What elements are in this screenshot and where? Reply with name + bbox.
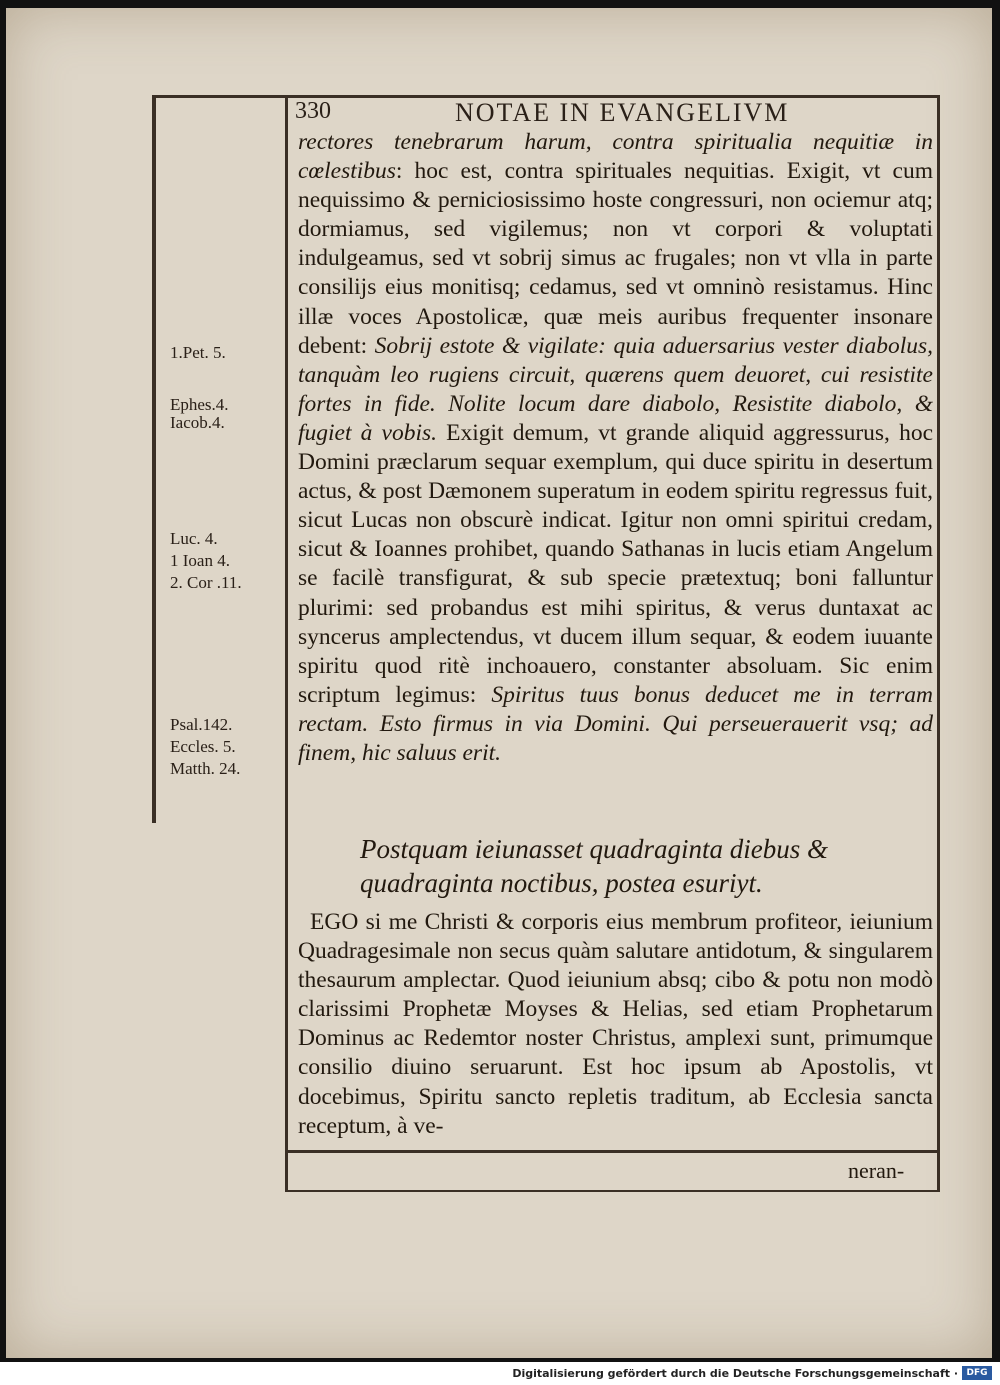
frame-rule-left (152, 95, 156, 823)
text-segment-1: : hoc est, contra spirituales nequitias. Exigit, vt cum nequissimo & perniciosissimo hoste congressuri, non ociemur atq; dormiamus, sed vigilemus; non vt corpori & voluptati indulgeamus, sed vt sobrij simus ac frugales; non vt vlla in parte consilijs eius monitisq; cedamus, sed vt omninò resistamus. Hinc illæ voces Apostolicæ, quæ meis auribus frequenter insonare debent: (298, 158, 933, 359)
margin-note: 1 Ioan 4. (170, 551, 230, 570)
italic-quotation: Sobrij estote & vigilate: quia aduersarius vester diabolus, tanquàm leo rugiens circuit, quærens quem deuoret, cui resistite fortes in fide. Nolite locum dare diabolo, Resistite diabolo, & fugiet à vobis. (298, 332, 934, 446)
dfg-logo: DFG (962, 1366, 992, 1380)
running-header (295, 96, 935, 126)
main-paragraph (298, 128, 933, 768)
frame-rule-inner (285, 95, 288, 1192)
margin-note: 2. Cor .11. (170, 573, 242, 592)
margin-note: Luc. 4. (170, 529, 218, 548)
margin-note: Matth. 24. (170, 759, 241, 778)
margin-note: 1.Pet. 5. (170, 343, 226, 362)
frame-rule-right (937, 95, 940, 1192)
frame-rule-bottom (285, 1150, 940, 1153)
margin-note: Psal.142. (170, 715, 233, 734)
margin-note: Eccles. 5. (170, 737, 236, 756)
second-paragraph: EGO si me Christi & corporis eius membrum profiteor, ieiunium Quadragesimale non secus quàm salutare antidotum, & singularem thesaurum amplectar. Quod ieiunium absq; cibo & potu non modò clarissimi Prophetæ Moyses & Helias, sed etiam Prophetarum Dominus ac Redemtor noster Christus, amplexi sunt, primumque consilio diuino seruarunt. Est hoc ipsum ab Apostolis, vt docebimus, Spiritu sancto repletis traditum, ab Ecclesia sancta receptum, à ve- (298, 909, 933, 1139)
running-title: NOTAE IN EVANGELIVM (455, 98, 790, 127)
text-segment-2: Exigit demum, vt grande aliquid aggressurus, hoc Domini præclarum sequar exemplum, qui duce spiritu in desertum actus, & post Dæmonem superatum in eodem spiritu regressus fuit, sicut Lucas non obscurè indicat. Igitur non omni spiritui credam, sicut & Ioannes prohibet, quando Sathanas in lucis etiam Angelum se facilè transfigurat, & sub specie prætextuq; boni falluntur plurimi: sed probandus est mihi spiritus, & verus duntaxat ac syncerus amplectendus, vt ducem illum sequar, & eodem iuuante spiritu quod ritè inchoauero, constanter absoluam. Sic enim scriptum legimus: (298, 419, 934, 708)
frame-rule-foot (285, 1190, 940, 1192)
margin-note: Iacob.4. (170, 413, 225, 432)
italic-closing: Spiritus tuus bonus deducet me in terram rectam. Esto firmus in via Domini. Qui perseuerauerit vsq; ad finem, hic saluus erit. (298, 681, 934, 766)
section-heading: Postquam ieiunasset quadraginta diebus & quadraginta noctibus, postea esuriyt. (360, 834, 828, 898)
catchword: neran- (848, 1158, 905, 1183)
italic-opening: rectores tenebrarum harum, contra spiritualia nequitiæ in cœlestibus (298, 129, 933, 185)
margin-note: Ephes.4. (170, 395, 229, 414)
footer-credit: Digitalisierung gefördert durch die Deutsche Forschungsgemeinschaft · (512, 1367, 958, 1380)
page-number: 330 (295, 98, 331, 124)
